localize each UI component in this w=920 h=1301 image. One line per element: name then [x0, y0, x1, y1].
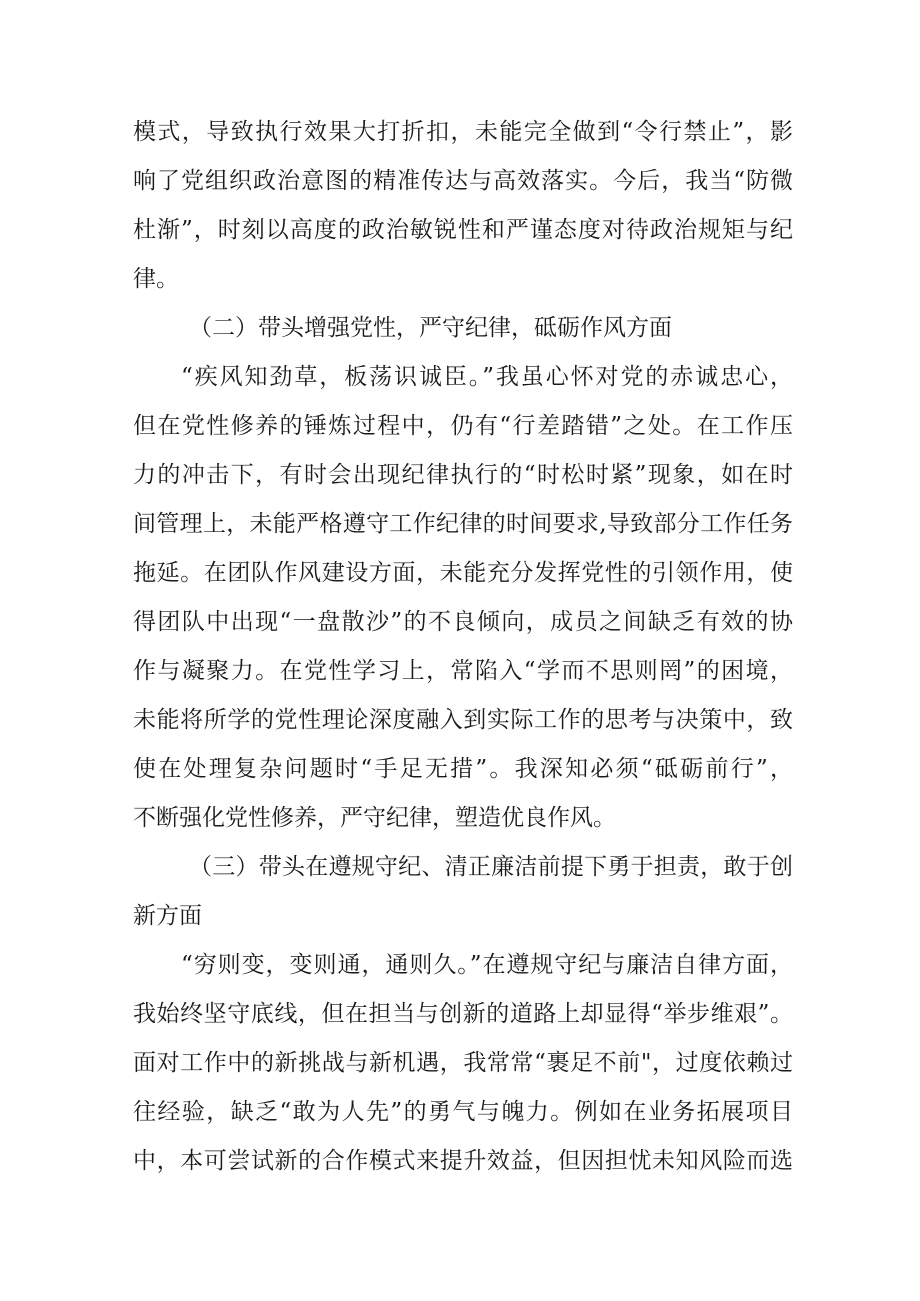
- section-heading: （二）带头增强党性，严守纪律，砥砺作风方面: [189, 315, 672, 341]
- text-line: 不断强化党性修养，严守纪律，塑造优良作风。: [133, 805, 616, 831]
- section-heading-continued: 新方面: [133, 903, 202, 929]
- section-heading: （三）带头在遵规守纪、清正廉洁前提下勇于担责，敢于创: [189, 854, 793, 880]
- text-line: 拖延。在团队作风建设方面，未能充分发挥党性的引领作用，使: [133, 560, 793, 586]
- text-line: 律。: [133, 266, 179, 292]
- text-line: 作与凝聚力。在党性学习上，常陷入“学而不思则罔”的困境，: [133, 658, 793, 684]
- text-line: “穷则变，变则通，通则久。”在遵规守纪与廉洁自律方面，: [181, 952, 793, 978]
- text-line: 模式，导致执行效果大打折扣，未能完全做到“令行禁止”，影: [133, 119, 793, 145]
- text-line: 面对工作中的新挑战与新机遇，我常常“裹足不前"，过度依赖过: [133, 1050, 793, 1076]
- text-line: 但在党性修养的锤炼过程中，仍有“行差踏错”之处。在工作压: [133, 413, 793, 439]
- text-line: 我始终坚守底线，但在担当与创新的道路上却显得“举步维艰”。: [133, 1001, 793, 1027]
- text-line: 得团队中出现“一盘散沙”的不良倾向，成员之间缺乏有效的协: [133, 609, 793, 635]
- text-line: 杜渐”，时刻以高度的政治敏锐性和严谨态度对待政治规矩与纪: [133, 217, 793, 243]
- text-line: 使在处理复杂问题时“手足无措”。我深知必须“砥砺前行”，: [133, 756, 793, 782]
- document-body: [133, 108, 793, 1186]
- text-line: 响了党组织政治意图的精准传达与高效落实。今后，我当“防微: [133, 168, 793, 194]
- text-line: “疾风知劲草，板荡识诚臣。”我虽心怀对党的赤诚忠心，: [181, 364, 793, 390]
- text-line: 未能将所学的党性理论深度融入到实际工作的思考与决策中，致: [133, 707, 793, 733]
- text-line: 力的冲击下，有时会出现纪律执行的“时松时紧”现象，如在时: [133, 462, 793, 488]
- text-line: 往经验，缺乏“敢为人先”的勇气与魄力。例如在业务拓展项目: [133, 1099, 793, 1125]
- text-line: 中，本可尝试新的合作模式来提升效益，但因担忧未知风险而选: [133, 1148, 793, 1174]
- text-line: 间管理上，未能严格遵守工作纪律的时间要求,导致部分工作任务: [133, 511, 793, 537]
